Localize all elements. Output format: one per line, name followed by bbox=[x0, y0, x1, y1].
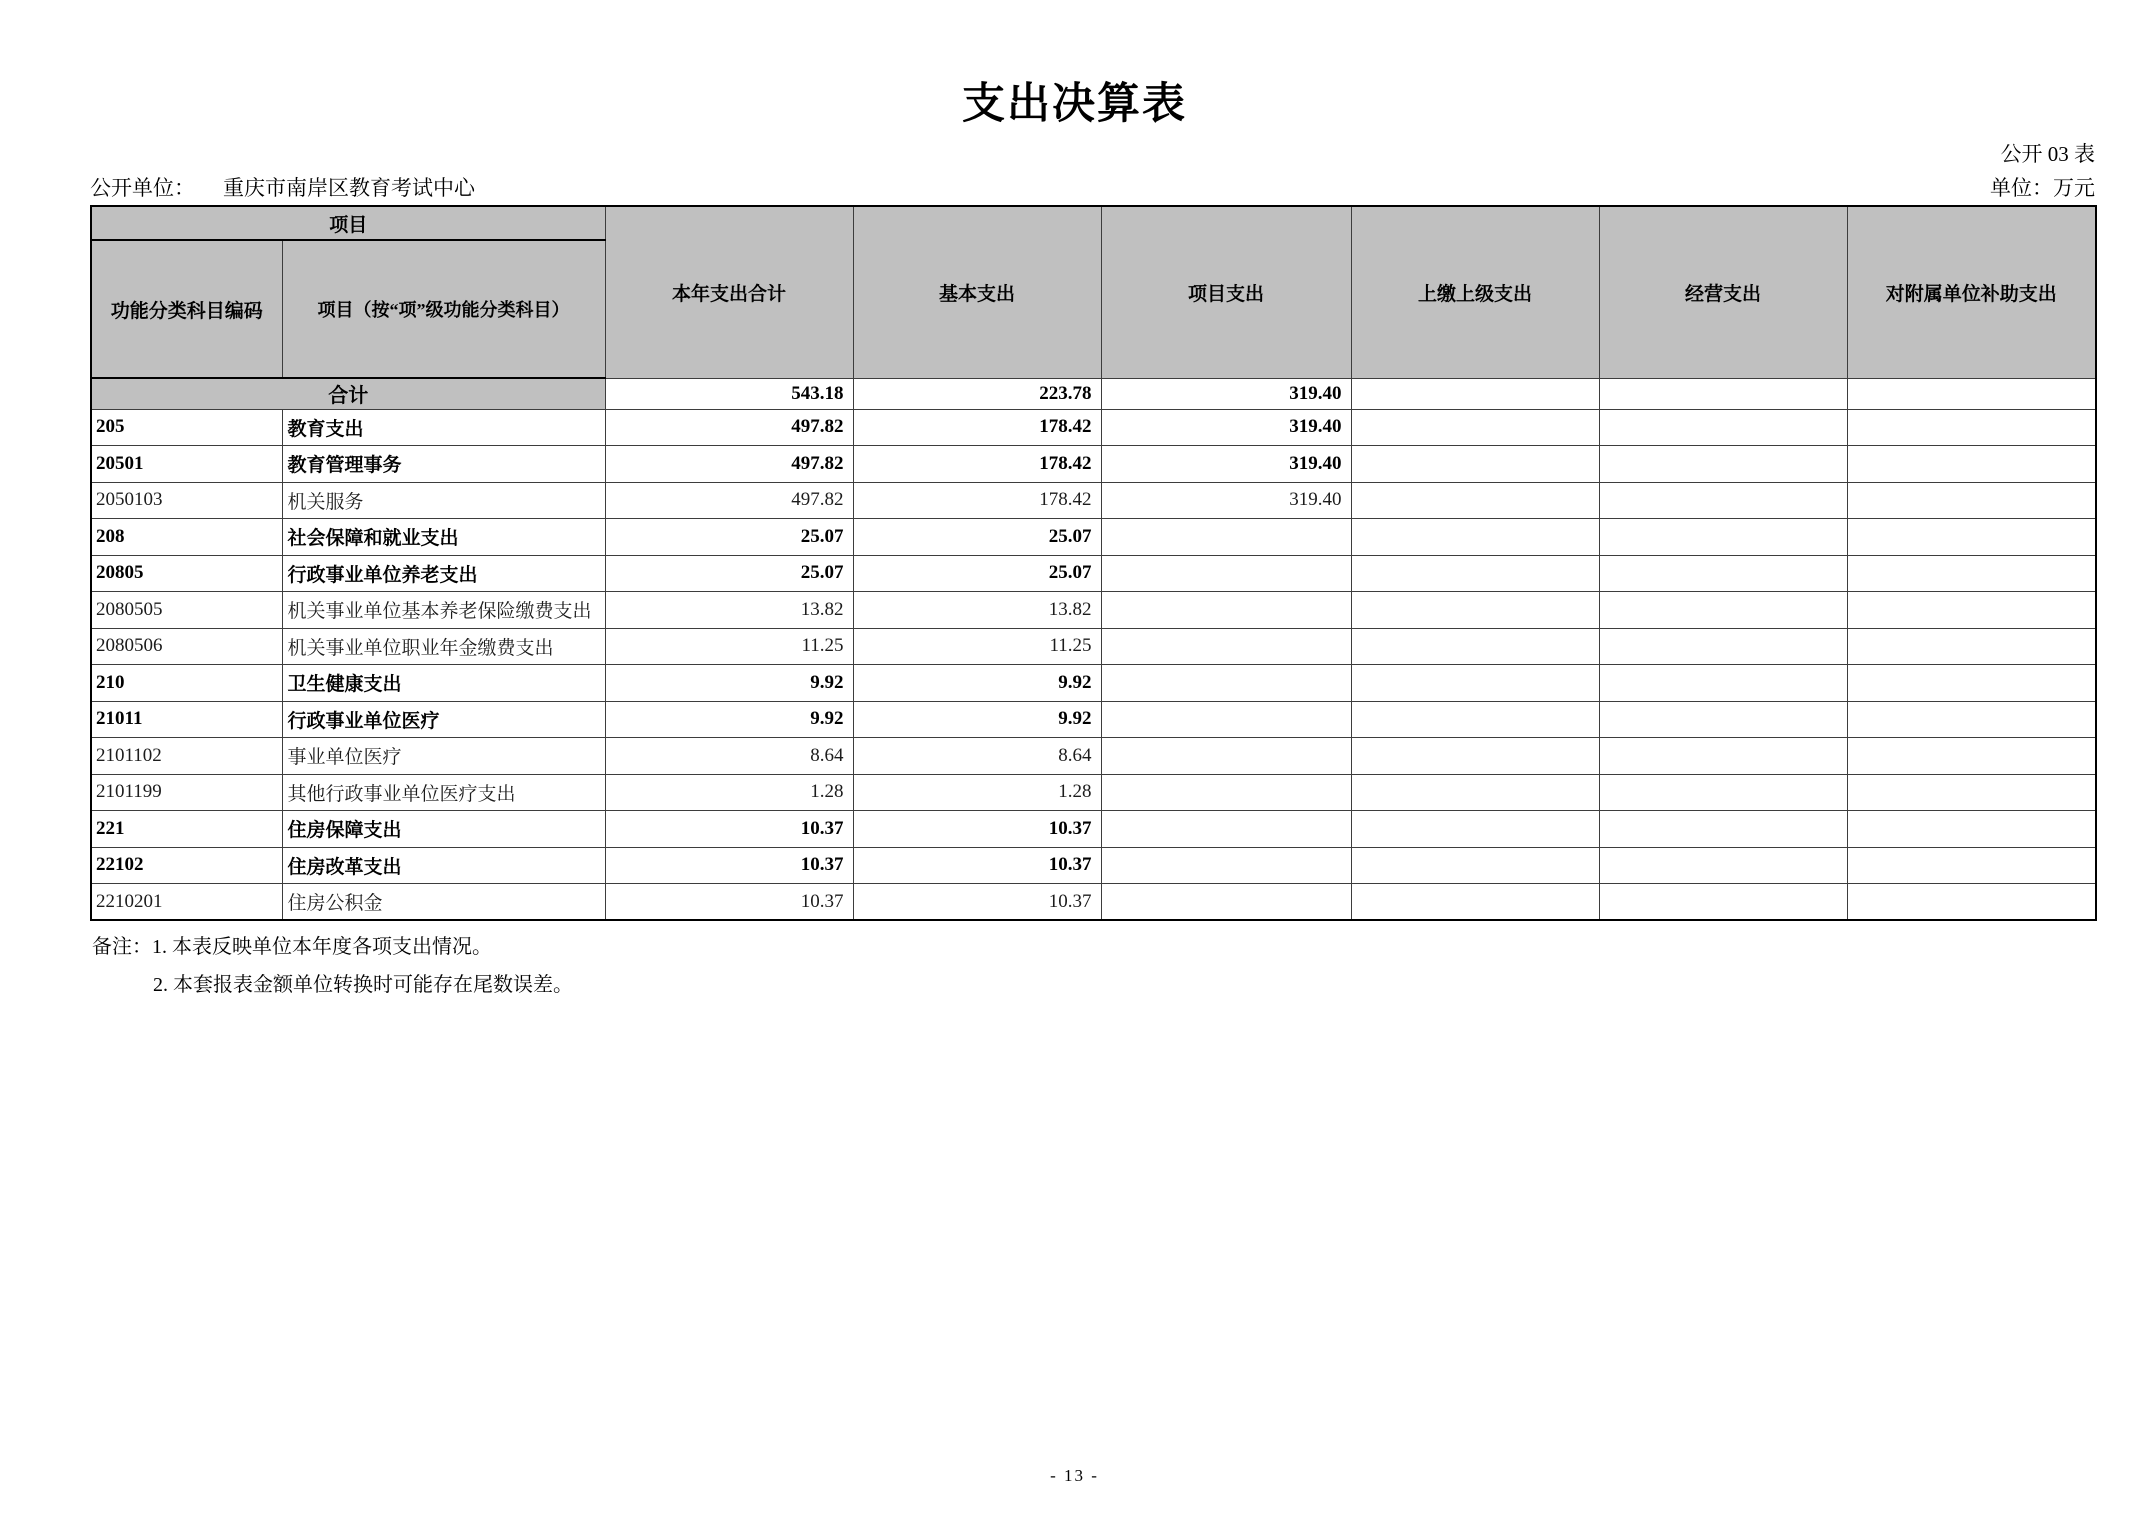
total-row-basic: 223.78 bbox=[853, 378, 1101, 409]
cell-operating bbox=[1599, 446, 1847, 483]
cell-operating bbox=[1599, 701, 1847, 738]
cell-code: 2080505 bbox=[91, 592, 282, 629]
header-col-code: 功能分类科目编码 bbox=[91, 240, 282, 378]
cell-name: 行政事业单位医疗 bbox=[282, 701, 605, 738]
cell-code: 210 bbox=[91, 665, 282, 702]
total-row-label: 合计 bbox=[91, 378, 605, 409]
cell-total: 497.82 bbox=[605, 409, 853, 446]
cell-operating bbox=[1599, 409, 1847, 446]
cell-name: 教育管理事务 bbox=[282, 446, 605, 483]
cell-subsidy bbox=[1847, 628, 2096, 665]
cell-code: 2210201 bbox=[91, 884, 282, 921]
cell-operating bbox=[1599, 555, 1847, 592]
table-row bbox=[91, 519, 2096, 556]
table-row bbox=[91, 555, 2096, 592]
header-col-basic: 基本支出 bbox=[853, 206, 1101, 378]
header-col-name: 项目（按“项”级功能分类科目） bbox=[282, 240, 605, 378]
cell-code: 221 bbox=[91, 811, 282, 848]
cell-subsidy bbox=[1847, 738, 2096, 775]
total-row-subsidy bbox=[1847, 378, 2096, 409]
cell-total: 10.37 bbox=[605, 847, 853, 884]
table-row bbox=[91, 409, 2096, 446]
unit-info-row bbox=[90, 172, 2095, 202]
cell-basic: 25.07 bbox=[853, 519, 1101, 556]
footnotes bbox=[92, 928, 573, 1004]
cell-subsidy bbox=[1847, 884, 2096, 921]
cell-total: 13.82 bbox=[605, 592, 853, 629]
cell-upper bbox=[1351, 847, 1599, 884]
cell-project bbox=[1101, 774, 1351, 811]
cell-basic: 8.64 bbox=[853, 738, 1101, 775]
cell-project bbox=[1101, 592, 1351, 629]
cell-project bbox=[1101, 665, 1351, 702]
currency-unit-label: 单位：万元 bbox=[1990, 176, 2095, 200]
cell-subsidy bbox=[1847, 519, 2096, 556]
cell-subsidy bbox=[1847, 847, 2096, 884]
table-row bbox=[91, 884, 2096, 921]
disclosure-unit bbox=[90, 172, 475, 202]
table-row bbox=[91, 847, 2096, 884]
cell-code: 205 bbox=[91, 409, 282, 446]
cell-name: 住房改革支出 bbox=[282, 847, 605, 884]
cell-basic: 13.82 bbox=[853, 592, 1101, 629]
cell-total: 8.64 bbox=[605, 738, 853, 775]
disclosure-unit-label: 公开单位： bbox=[90, 176, 195, 200]
header-col-project: 项目支出 bbox=[1101, 206, 1351, 378]
cell-operating bbox=[1599, 628, 1847, 665]
cell-operating bbox=[1599, 738, 1847, 775]
cell-code: 21011 bbox=[91, 701, 282, 738]
cell-operating bbox=[1599, 592, 1847, 629]
cell-upper bbox=[1351, 446, 1599, 483]
cell-upper bbox=[1351, 701, 1599, 738]
table-body bbox=[91, 378, 2096, 920]
cell-basic: 10.37 bbox=[853, 884, 1101, 921]
cell-upper bbox=[1351, 628, 1599, 665]
cell-code: 208 bbox=[91, 519, 282, 556]
cell-upper bbox=[1351, 884, 1599, 921]
cell-upper bbox=[1351, 665, 1599, 702]
total-row bbox=[91, 378, 2096, 409]
cell-name: 住房保障支出 bbox=[282, 811, 605, 848]
cell-total: 9.92 bbox=[605, 665, 853, 702]
cell-upper bbox=[1351, 738, 1599, 775]
cell-code: 22102 bbox=[91, 847, 282, 884]
header-group-row bbox=[91, 206, 2096, 240]
cell-basic: 11.25 bbox=[853, 628, 1101, 665]
cell-name: 事业单位医疗 bbox=[282, 738, 605, 775]
total-row-project: 319.40 bbox=[1101, 378, 1351, 409]
cell-name: 教育支出 bbox=[282, 409, 605, 446]
cell-total: 1.28 bbox=[605, 774, 853, 811]
cell-name: 行政事业单位养老支出 bbox=[282, 555, 605, 592]
cell-upper bbox=[1351, 811, 1599, 848]
table-row bbox=[91, 738, 2096, 775]
cell-subsidy bbox=[1847, 446, 2096, 483]
cell-name: 社会保障和就业支出 bbox=[282, 519, 605, 556]
header-col-total: 本年支出合计 bbox=[605, 206, 853, 378]
expenditure-table bbox=[90, 205, 2097, 921]
cell-upper bbox=[1351, 409, 1599, 446]
cell-subsidy bbox=[1847, 592, 2096, 629]
cell-total: 11.25 bbox=[605, 628, 853, 665]
cell-total: 25.07 bbox=[605, 519, 853, 556]
cell-name: 机关事业单位基本养老保险缴费支出 bbox=[282, 592, 605, 629]
page-title: 支出决算表 bbox=[962, 80, 1187, 128]
cell-operating bbox=[1599, 519, 1847, 556]
cell-name: 卫生健康支出 bbox=[282, 665, 605, 702]
cell-subsidy bbox=[1847, 665, 2096, 702]
cell-project: 319.40 bbox=[1101, 446, 1351, 483]
cell-name: 机关服务 bbox=[282, 482, 605, 519]
cell-project: 319.40 bbox=[1101, 409, 1351, 446]
table-row bbox=[91, 774, 2096, 811]
cell-upper bbox=[1351, 774, 1599, 811]
cell-operating bbox=[1599, 774, 1847, 811]
footnote-1: 备注：1. 本表反映单位本年度各项支出情况。 bbox=[92, 936, 492, 958]
cell-subsidy bbox=[1847, 811, 2096, 848]
cell-operating bbox=[1599, 847, 1847, 884]
cell-basic: 1.28 bbox=[853, 774, 1101, 811]
header-col-operating: 经营支出 bbox=[1599, 206, 1847, 378]
cell-project bbox=[1101, 519, 1351, 556]
cell-project bbox=[1101, 628, 1351, 665]
cell-basic: 10.37 bbox=[853, 847, 1101, 884]
cell-code: 20501 bbox=[91, 446, 282, 483]
cell-project: 319.40 bbox=[1101, 482, 1351, 519]
cell-code: 2050103 bbox=[91, 482, 282, 519]
cell-subsidy bbox=[1847, 774, 2096, 811]
cell-operating bbox=[1599, 482, 1847, 519]
cell-project bbox=[1101, 847, 1351, 884]
cell-code: 2101102 bbox=[91, 738, 282, 775]
header-col-upper: 上缴上级支出 bbox=[1351, 206, 1599, 378]
cell-subsidy bbox=[1847, 409, 2096, 446]
cell-basic: 178.42 bbox=[853, 482, 1101, 519]
cell-upper bbox=[1351, 482, 1599, 519]
cell-upper bbox=[1351, 592, 1599, 629]
table-row bbox=[91, 628, 2096, 665]
cell-basic: 9.92 bbox=[853, 701, 1101, 738]
cell-basic: 9.92 bbox=[853, 665, 1101, 702]
cell-operating bbox=[1599, 884, 1847, 921]
cell-total: 10.37 bbox=[605, 884, 853, 921]
total-row-total: 543.18 bbox=[605, 378, 853, 409]
cell-project bbox=[1101, 884, 1351, 921]
table-row bbox=[91, 446, 2096, 483]
table-row bbox=[91, 482, 2096, 519]
total-row-upper bbox=[1351, 378, 1599, 409]
cell-basic: 178.42 bbox=[853, 446, 1101, 483]
cell-subsidy bbox=[1847, 555, 2096, 592]
cell-name: 住房公积金 bbox=[282, 884, 605, 921]
cell-basic: 25.07 bbox=[853, 555, 1101, 592]
cell-total: 25.07 bbox=[605, 555, 853, 592]
cell-name: 机关事业单位职业年金缴费支出 bbox=[282, 628, 605, 665]
cell-project bbox=[1101, 811, 1351, 848]
cell-code: 2080506 bbox=[91, 628, 282, 665]
header-col-subsidy: 对附属单位补助支出 bbox=[1847, 206, 2096, 378]
cell-basic: 10.37 bbox=[853, 811, 1101, 848]
table-row bbox=[91, 665, 2096, 702]
page-number: - 13 - bbox=[1050, 1466, 1099, 1485]
cell-subsidy bbox=[1847, 482, 2096, 519]
cell-operating bbox=[1599, 665, 1847, 702]
table-row bbox=[91, 592, 2096, 629]
cell-project bbox=[1101, 701, 1351, 738]
table-header bbox=[91, 206, 2096, 378]
table-row bbox=[91, 811, 2096, 848]
table-code-label: 公开 03 表 bbox=[2000, 142, 2095, 166]
cell-operating bbox=[1599, 811, 1847, 848]
cell-project bbox=[1101, 738, 1351, 775]
cell-total: 10.37 bbox=[605, 811, 853, 848]
cell-subsidy bbox=[1847, 701, 2096, 738]
cell-total: 497.82 bbox=[605, 446, 853, 483]
cell-total: 497.82 bbox=[605, 482, 853, 519]
cell-upper bbox=[1351, 555, 1599, 592]
cell-code: 2101199 bbox=[91, 774, 282, 811]
header-project-group: 项目 bbox=[91, 206, 605, 240]
cell-code: 20805 bbox=[91, 555, 282, 592]
total-row-operating bbox=[1599, 378, 1847, 409]
cell-total: 9.92 bbox=[605, 701, 853, 738]
cell-upper bbox=[1351, 519, 1599, 556]
cell-project bbox=[1101, 555, 1351, 592]
cell-name: 其他行政事业单位医疗支出 bbox=[282, 774, 605, 811]
footnote-2: 2. 本套报表金额单位转换时可能存在尾数误差。 bbox=[153, 974, 573, 996]
cell-basic: 178.42 bbox=[853, 409, 1101, 446]
table-row bbox=[91, 701, 2096, 738]
disclosure-unit-name: 重庆市南岸区教育考试中心 bbox=[223, 176, 475, 200]
